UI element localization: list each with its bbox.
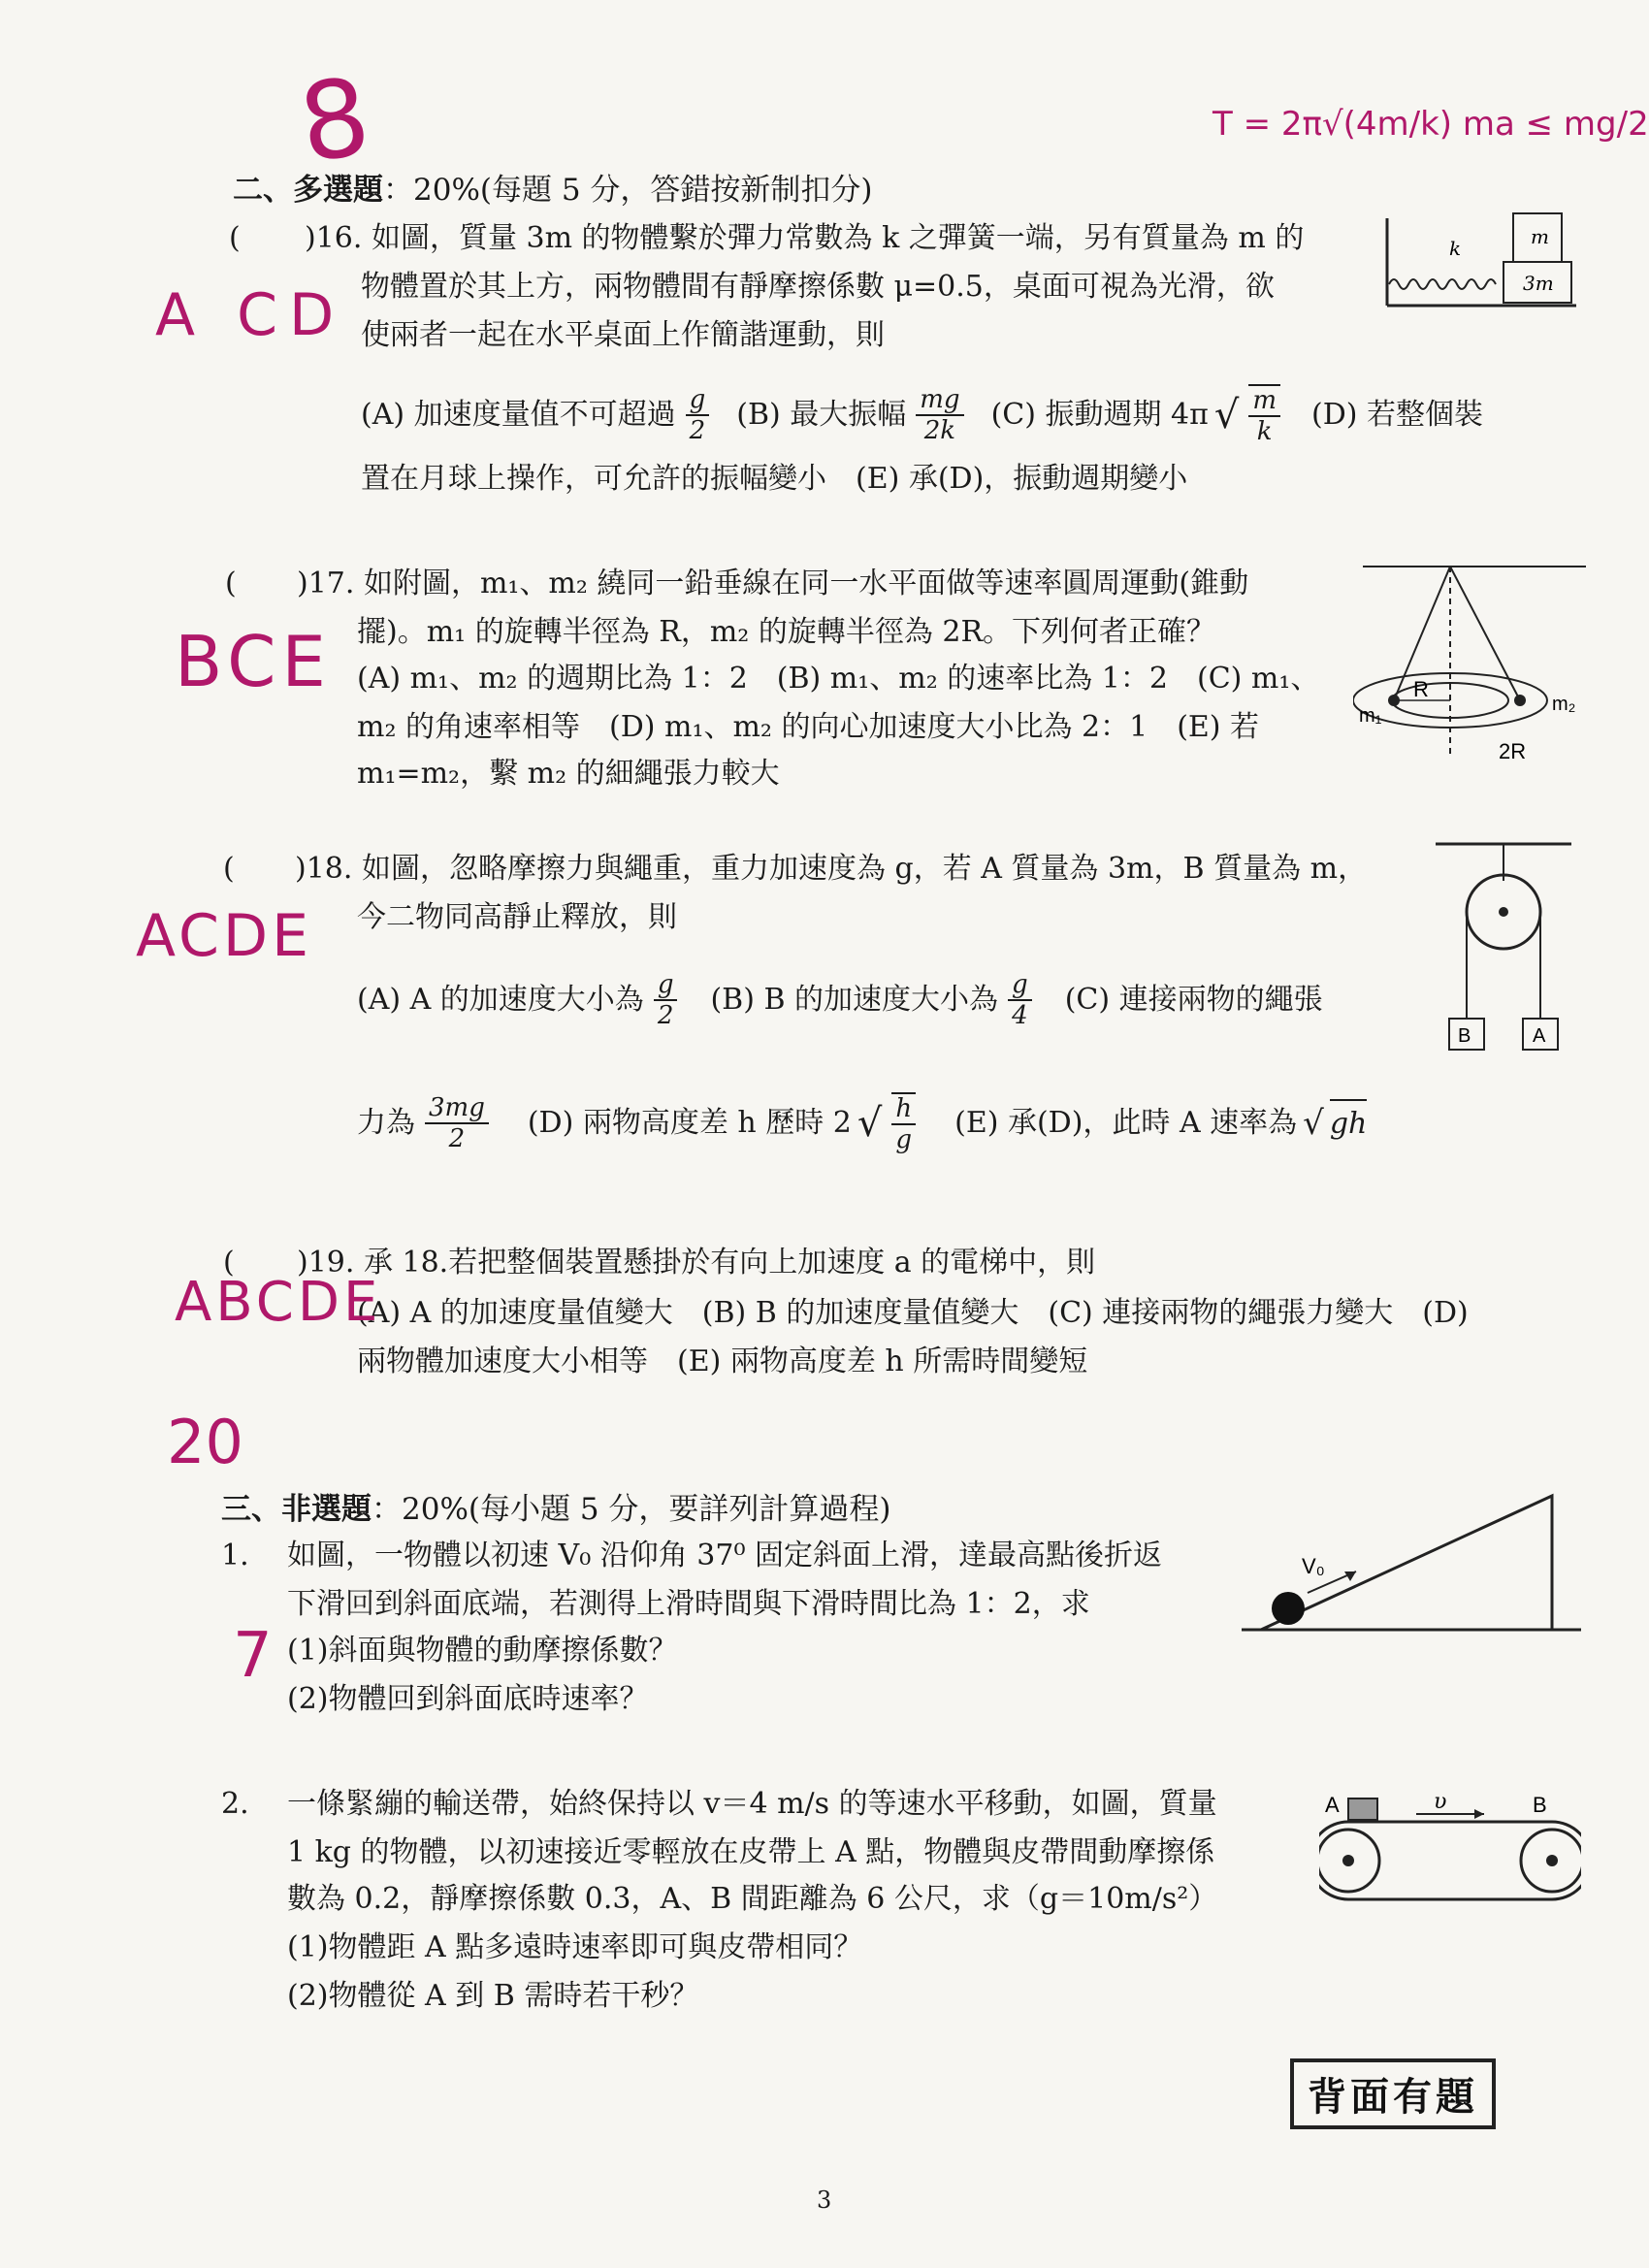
fraction-3mg-over-2: $\frac{3mg}{2}$ — [425, 1093, 489, 1153]
p1-line-4: (2)物體回到斜面底時速率？ — [287, 1682, 649, 1716]
point-A-label: A — [1325, 1793, 1340, 1817]
handwritten-answer-18: ACDE — [136, 902, 312, 970]
conical-pendulum-figure — [1353, 555, 1596, 768]
p2-line-5: (2)物體從 A 到 B 需時若干秒？ — [287, 1979, 699, 2013]
object-block — [1348, 1798, 1377, 1820]
q18-option-a: (A) A 的加速度大小為 — [357, 983, 644, 1017]
q16-option-a: (A) 加速度量值不可超過 — [361, 398, 676, 432]
p1-line-3: (1)斜面與物體的動摩擦係數？ — [287, 1634, 678, 1668]
radius-R-label: R — [1413, 677, 1429, 701]
q17-line-4: m₂ 的角速率相等 (D) m₁、m₂ 的向心加速度大小比為 2：1 (E) 若 — [357, 710, 1260, 744]
p2-line-1: 一條緊繃的輸送帶，始終保持以 v＝4 m/s 的等速水平移動，如圖，質量 — [287, 1787, 1217, 1821]
q16-option-b: (B) 最大振幅 — [736, 398, 907, 432]
section-3-header — [221, 1484, 891, 1528]
incline-figure — [1242, 1484, 1591, 1639]
sqrt-gh: gh — [1330, 1099, 1368, 1148]
q19-line-3: 兩物體加速度大小相等 (E) 兩物高度差 h 所需時間變短 — [357, 1345, 1088, 1378]
spring-coil — [1389, 279, 1496, 289]
belt-velocity-label: υ — [1434, 1790, 1447, 1814]
q16-option-d: (D) 若整個裝 — [1310, 398, 1483, 432]
q16-line-3: 使兩者一起在水平桌面上作簡諧運動，則 — [361, 318, 885, 352]
pulley-figure — [1426, 834, 1581, 1057]
mass-m2 — [1514, 695, 1526, 706]
q18-line-1: )18. 如圖，忽略摩擦力與繩重，重力加速度為 g，若 A 質量為 3m，B 質量為 m， — [295, 852, 1368, 886]
handwritten-score-section-3: 20 — [167, 1407, 243, 1477]
fraction-mg-over-2k: $\frac{mg}{2k}$ — [916, 385, 963, 445]
q17-line-5: m₁=m₂，繫 m₂ 的細繩張力較大 — [357, 757, 780, 791]
answer-paren-17: ( — [225, 567, 237, 600]
block-m-label: m — [1531, 225, 1549, 248]
spring-k-label: k — [1449, 237, 1462, 260]
radius-2R-label: 2R — [1499, 739, 1527, 763]
roller-left-axle — [1342, 1855, 1354, 1866]
p1-number: 1. — [221, 1539, 249, 1572]
answer-paren-19: ( — [223, 1246, 235, 1280]
spring-block-figure — [1377, 209, 1581, 315]
q19-line-2: (A) A 的加速度量值變大 (B) B 的加速度量值變大 (C) 連接兩物的繩張力變大 (D) — [357, 1296, 1469, 1330]
fraction-g-over-2: $\frac{g}{2}$ — [654, 970, 678, 1030]
answer-paren-16: ( — [229, 221, 241, 255]
m2-label: m₂ — [1552, 694, 1576, 715]
block-A-label: A — [1533, 1025, 1546, 1047]
pulley-axle — [1499, 907, 1508, 917]
m1-label: m₁ — [1359, 705, 1382, 727]
section-2-note: ：20%(每題 5 分，答錯按新制扣分) — [383, 173, 873, 208]
handwritten-mark-p1: 7 — [233, 1620, 273, 1692]
handwritten-answer-17: BCE — [175, 621, 332, 702]
q18-option-d: (D) 兩物高度差 h 歷時 2 — [527, 1106, 852, 1140]
page-number: 3 — [817, 2187, 832, 2214]
q18-line-2: 今二物同高靜止釋放，則 — [357, 900, 677, 934]
conveyor-figure — [1319, 1783, 1581, 1909]
q18-option-b: (B) B 的加速度大小為 — [710, 983, 999, 1017]
p1-line-2: 下滑回到斜面底端，若測得上滑時間與下滑時間比為 1：2，求 — [287, 1587, 1090, 1621]
q16-options-row — [361, 384, 1483, 446]
q16-line-last: 置在月球上操作，可允許的振幅變小 (E) 承(D)，振動週期變小 — [361, 462, 1188, 496]
string-m2 — [1450, 567, 1520, 700]
block-3m-label: 3m — [1523, 272, 1554, 295]
q18-option-c: (C) 連接兩物的繩張 — [1064, 983, 1323, 1017]
sqrt-sign: √ — [1303, 1104, 1324, 1143]
p2-line-2: 1 kg 的物體，以初速接近零輕放在皮帶上 A 點，物體與皮帶間動摩擦係 — [287, 1835, 1215, 1869]
fraction-m-over-k: $\frac{m}{k}$ — [1248, 384, 1280, 446]
handwritten-formula: T = 2π√(4m/k) ma ≤ mg/2 — [1212, 105, 1649, 144]
q18-options-row-1 — [357, 970, 1323, 1030]
fraction-h-over-g: $\frac{h}{g}$ — [891, 1092, 916, 1154]
q19-line-1: )19. 承 18.若把整個裝置懸掛於有向上加速度 a 的電梯中，則 — [297, 1246, 1096, 1280]
section-3-title: 三、非選題 — [221, 1492, 372, 1527]
p2-line-3: 數為 0.2，靜摩擦係數 0.3，A、B 間距離為 6 公尺，求（g＝10m/s²） — [287, 1882, 1218, 1916]
q17-line-1: )17. 如附圖，m₁、m₂ 繞同一鉛垂線在同一水平面做等速率圓周運動(錐動 — [297, 567, 1249, 600]
roller-right-axle — [1546, 1855, 1558, 1866]
arrow-head — [1474, 1809, 1484, 1819]
q17-line-3: (A) m₁、m₂ 的週期比為 1：2 (B) m₁、m₂ 的速率比為 1：2 (C) m₁、 — [357, 662, 1320, 696]
v0-label: V₀ — [1302, 1554, 1325, 1578]
p2-number: 2. — [221, 1787, 249, 1821]
block-B-label: B — [1458, 1025, 1471, 1047]
fraction-g-over-4: $\frac{g}{4}$ — [1008, 970, 1032, 1030]
handwritten-answer-19: ABCDE — [175, 1271, 382, 1334]
fraction-g-over-2: $\frac{g}{2}$ — [686, 385, 710, 445]
section-2-title: 二、多選題 — [233, 173, 383, 208]
answer-paren-18: ( — [223, 852, 235, 886]
q16-line-1: )16. 如圖，質量 3m 的物體繫於彈力常數為 k 之彈簧一端，另有質量為 m 的 — [305, 221, 1305, 255]
handwritten-answer-16: A CD — [155, 281, 346, 349]
point-B-label: B — [1533, 1793, 1547, 1817]
handwritten-score: 8 — [292, 53, 377, 187]
q16-line-2: 物體置於其上方，兩物體間有靜摩擦係數 μ=0.5，桌面可視為光滑，欲 — [361, 270, 1275, 304]
object-ball — [1272, 1592, 1305, 1625]
sqrt-sign: √ — [1213, 393, 1240, 437]
q18-option-c-cont: 力為 — [357, 1106, 415, 1140]
p2-line-4: (1)物體距 A 點多遠時速率即可與皮帶相同？ — [287, 1930, 863, 1964]
section-3-note: ：20%(每小題 5 分，要詳列計算過程) — [372, 1492, 891, 1527]
p1-line-1: 如圖，一物體以初速 V₀ 沿仰角 37⁰ 固定斜面上滑，達最高點後折返 — [287, 1539, 1163, 1572]
sqrt-sign: √ — [857, 1101, 883, 1146]
q17-line-2: 擺)。m₁ 的旋轉半徑為 R，m₂ 的旋轉半徑為 2R。下列何者正確？ — [357, 615, 1216, 649]
see-back-stamp: 背面有題 — [1290, 2058, 1496, 2129]
q18-option-e: (E) 承(D)，此時 A 速率為 — [954, 1106, 1298, 1140]
q18-options-row-2 — [357, 1092, 1367, 1154]
q16-option-c: (C) 振動週期 4π — [990, 398, 1209, 432]
